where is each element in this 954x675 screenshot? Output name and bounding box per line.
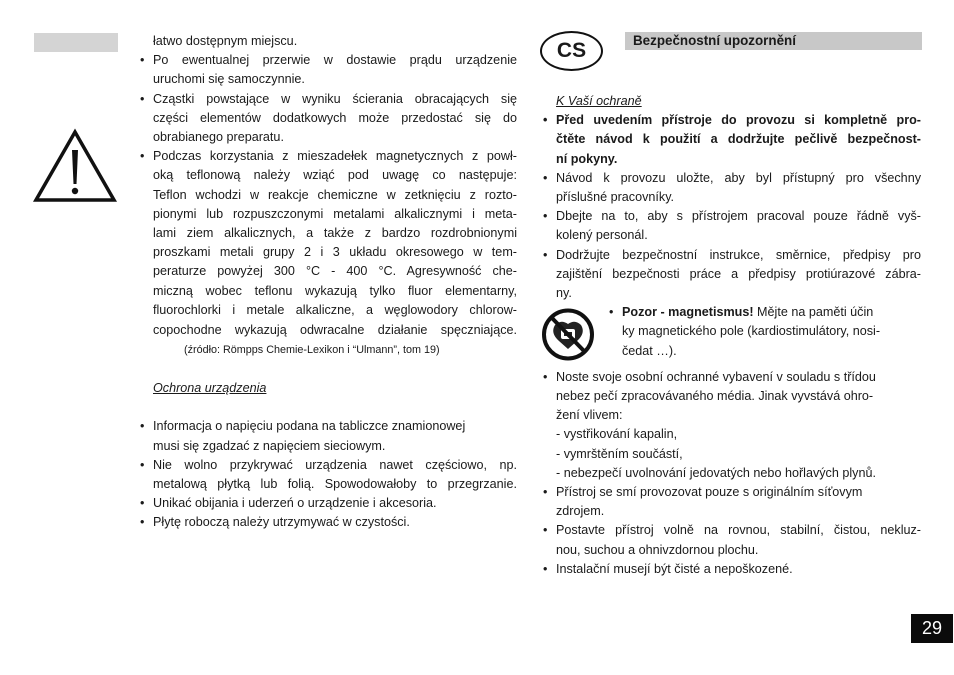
subheading: K Vaší ochraně — [556, 94, 642, 108]
text-line: miczną wobec teflonu wykazują tylko fluor elementarny, — [153, 283, 517, 298]
text-line: Před uvedením přístroje do provozu si kompletně pro- — [556, 113, 921, 128]
page-number: 29 — [911, 614, 953, 643]
text-line: copochodne wykazują odwracalne działanie spęczniające. — [153, 323, 517, 338]
text-line: Nie wolno przykrywać urządzenia nawet częściowo, np. — [153, 457, 517, 472]
section-tab — [34, 33, 118, 52]
source-note: (źródło: Römpps Chemie-Lexikon i “Ulmann”, tom 19) — [184, 344, 440, 357]
text-line: fluorochlorki i metale alkaliczne, a węglowodory chlorow- — [153, 302, 517, 317]
text-line: Postavte přístroj volně na rovnou, stabilní, čistou, nekluz- — [556, 523, 921, 538]
text-line: čedat …). — [622, 343, 677, 358]
text-line: części elementów dodatkowych może przedostać się do — [153, 110, 517, 125]
text-line: příslušné pracovníky. — [556, 190, 675, 205]
text-line: metalową płytką lub folią. Spowodowałoby to przegrzanie. — [153, 477, 517, 492]
language-badge: CS — [540, 31, 603, 71]
text-line: ny. — [556, 286, 572, 301]
text-line: Instalační musejí být čisté a nepoškozené. — [556, 561, 793, 576]
text-line: obrabianego preparatu. — [153, 130, 284, 145]
pacemaker-prohibited-icon — [541, 307, 595, 362]
text-line: Přístroj se smí provozovat pouze s originálním síťovym — [556, 485, 863, 500]
text-line: zdrojem. — [556, 504, 605, 519]
text-line: Teflon wchodzi w reakcje chemiczne w zetknięciu z rozto- — [153, 187, 517, 202]
text-line: Mějte na paměti účin — [753, 305, 874, 320]
text-line: oką teflonową należy wziąć pod uwagę co następuje: — [153, 168, 517, 183]
text-line: łatwo dostępnym miejscu. — [153, 34, 298, 48]
text-line: Podczas korzystania z mieszadełek magnetycznych z powł- — [153, 149, 517, 164]
text-line: lami ziem alkalicznych, a także z bardzo rozdrobnionymi — [153, 226, 517, 241]
subheading: Ochrona urządzenia — [153, 381, 267, 396]
text-line: - vystřikování kapalin, — [556, 427, 678, 442]
text-line: - vymrštěním součástí, — [556, 446, 683, 461]
text-line: uruchomi się samoczynnie. — [153, 72, 305, 87]
warning-triangle-icon — [32, 128, 118, 204]
text-line: Návod k provozu uložte, aby byl přístupný pro všechny — [556, 170, 921, 185]
text-line: - nebezpečí uvolnování jedovatých nebo hořlavých plynů. — [556, 465, 876, 480]
text-line: proszkami metali grupy 2 i 3 układu okresowego w tem- — [153, 245, 517, 260]
text-line: nou, suchou a ohnivzdornou plochu. — [556, 542, 759, 557]
text-line: Płytę roboczą należy utrzymywać w czystości. — [153, 515, 410, 530]
text-line: Dbejte na to, aby s přístrojem pracoval pouze řádně vyš- — [556, 209, 921, 224]
text-line: Po ewentualnej przerwie w dostawie prądu urządzenie — [153, 53, 517, 68]
magnet-warning-label: Pozor - magnetismus! — [622, 305, 754, 320]
text-line: nebez pečí zpracovávaného média. Jinak vyvstává ohro- — [556, 389, 874, 404]
text-line: musi się zgadzać z napięciem sieciowym. — [153, 438, 386, 453]
section-heading: Bezpečnostní upozornění — [625, 32, 922, 50]
czech-column: K Vaší ochraně • Před uvedením přístroje do provozu si kompletně pro- čtěte návod k použití a dodržujte pečlivě bezpečnost- ní pokyny. • Návod k provozu uložte, aby byl přístupný pro všechny příslušné pracovníky. • Dbejte na to, aby s přístrojem pracoval pouze řádně vyš- kolený personál. • Dodržujte bezpečnostní instrukce, směrnice, předpisy pro zajištění bezpečnosti práce a předpisy protiúrazové zábra- ny. • Pozor - magnetismus! Mějte na paměti účin ky magnetického pole (kardiostimulátory, nosi- čedat …). • Noste svoje osobní ochranné vybavení v souladu s třídou nebez pečí zpracovávaného média. Jinak vyvstává ohro- žení vlivem: - vystřikování kapalin, - vymrštěním součástí, - nebezpečí uvolnování jedovatých nebo hořlavých plynů. • Přístroj se smí provozovat pouze s originálním síťovym zdrojem. • Postavte přístroj volně na rovnou, stabilní, čistou, nekluz- nou, suchou a ohnivzdornou plochu. • Instalační musejí být čisté a nepoškozené. — [543, 92, 921, 579]
text-line: kolený personál. — [556, 228, 648, 243]
text-line: žení vlivem: — [556, 408, 623, 423]
text-line: ní pokyny. — [556, 151, 618, 166]
text-line: Dodržujte bezpečnostní instrukce, směrnice, předpisy pro — [556, 247, 921, 262]
text-line: Informacja o napięciu podana na tabliczce znamionowej — [153, 419, 466, 434]
text-line: peraturze powyżej 300 °C - 400 °C. Agresywność che- — [153, 264, 517, 279]
text-line: ky magnetického pole (kardiostimulátory, nosi- — [622, 324, 881, 339]
text-line: pionymi lub rozpuszczonymi metalami alkalicznymi i meta- — [153, 206, 517, 221]
text-line: Noste svoje osobní ochranné vybavení v souladu s třídou — [556, 369, 876, 384]
text-line: zajištění bezpečnosti práce a předpisy protiúrazové zábra- — [556, 266, 921, 281]
text-line: Cząstki powstające w wyniku ścierania obracających się — [153, 91, 517, 106]
polish-column: łatwo dostępnym miejscu. • Po ewentualnej przerwie w dostawie prądu urządzenie uruchomi się samoczynnie. • Cząstki powstające w wyniku ścierania obracających się części elementów dodatkowych może przedostać się do obrabianego preparatu. • Podczas korzystania z mieszadełek magnetycznych z powł- oką teflonową należy wziąć pod uwagę co następuje: Teflon wchodzi w reakcje chemiczne w zetknięciu z rozto- pionymi lub rozpuszczonymi metalami alkalicznymi i meta- lami ziem alkalicznych, a także z bardzo rozdrobnionymi proszkami metali grupy 2 i 3 układu okresowego w tem- peraturze powyżej 300 °C - 400 °C. Agresywność che- miczną wobec teflonu wykazują tylko fluor elementarny, fluorochlorki i metale alkaliczne, a węglowodory chlorow- copochodne wykazują odwracalne działanie spęczniające. (źródło: Römpps Chemie-Lexikon i “Ulmann”, tom 19) Ochrona urządzenia • Informacja o napięciu podana na tabliczce znamionowej musi się zgadzać z napięciem sieciowym. • Nie wolno przykrywać urządzenia nawet częściowo, np. metalową płytką lub folią. Spowodowałoby to przegrzanie. • Unikać obijania i uderzeń o urządzenie i akcesoria. • Płytę roboczą należy utrzymywać w czystości. — [140, 32, 517, 533]
text-line: Unikać obijania i uderzeń o urządzenie i akcesoria. — [153, 496, 437, 511]
text-line: čtěte návod k použití a dodržujte pečlivě bezpečnost- — [556, 132, 921, 147]
